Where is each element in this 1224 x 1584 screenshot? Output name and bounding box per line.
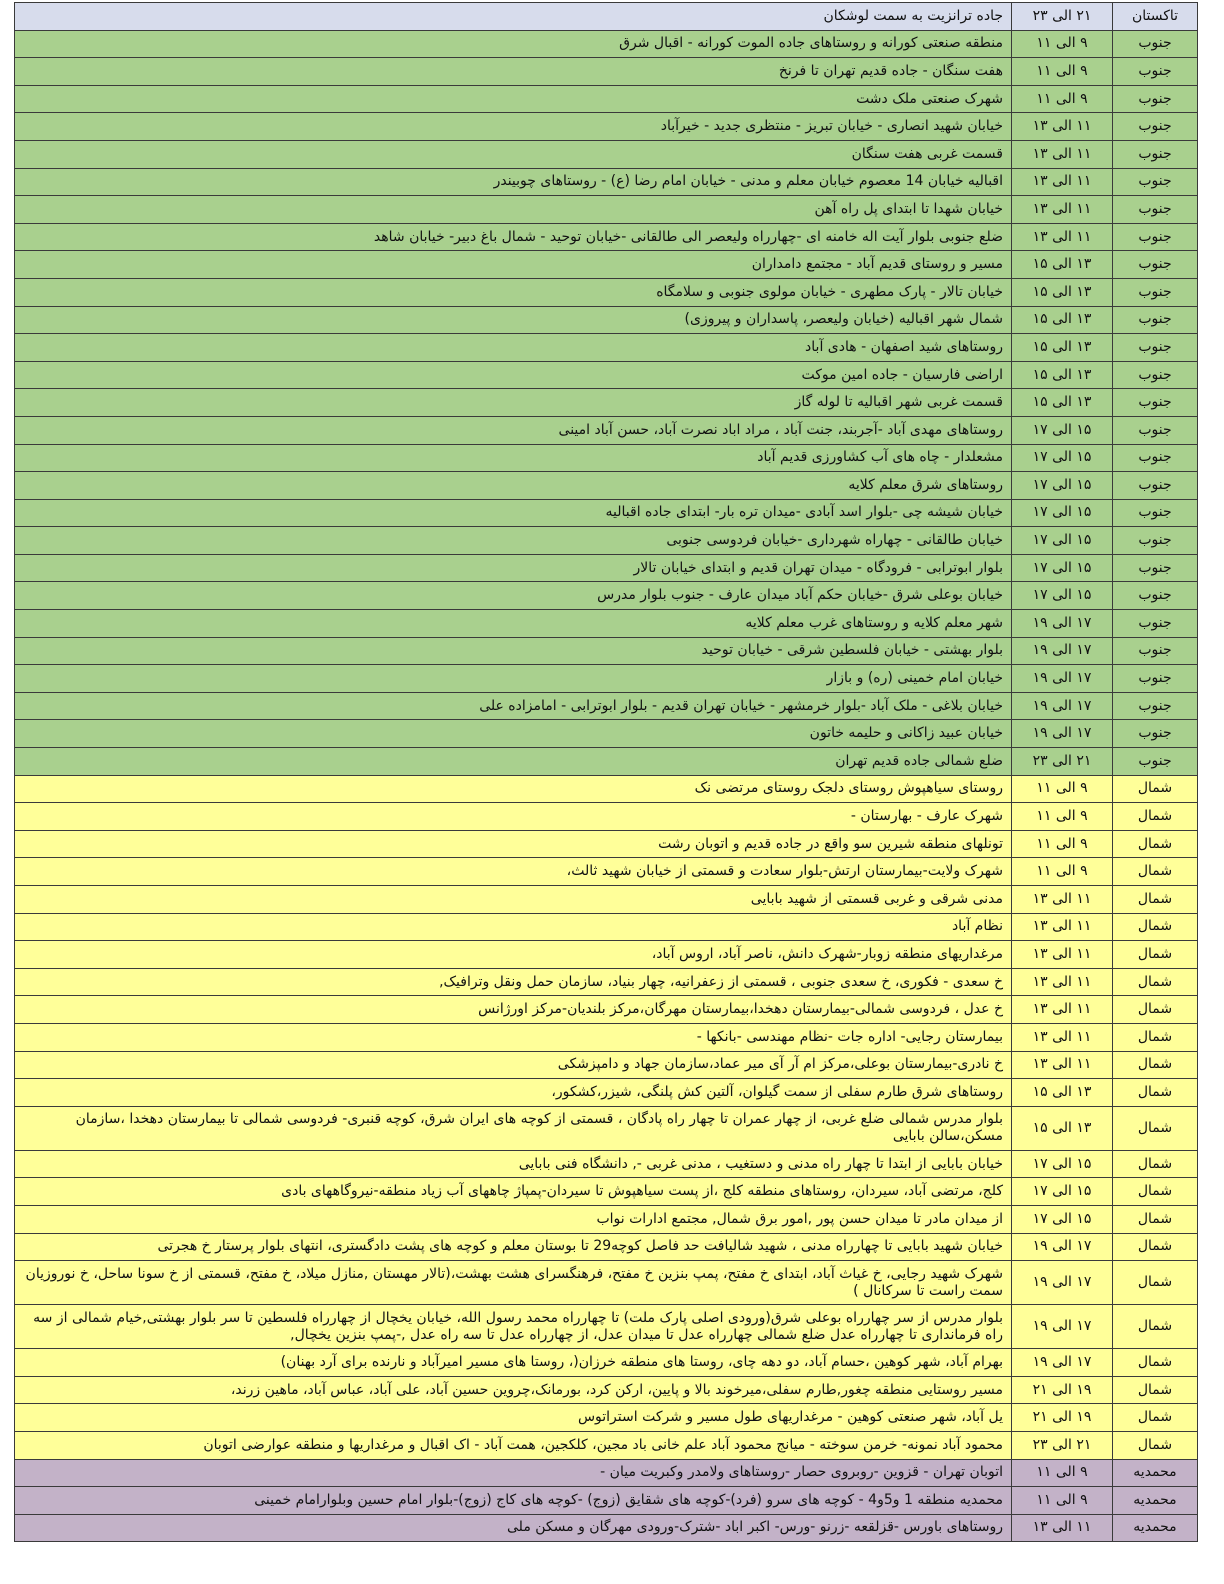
area-cell: مشعلدار - چاه های آب کشاورزی قدیم آباد [15,444,1012,472]
table-row [15,637,1198,665]
table-row [15,444,1198,472]
table-row [15,692,1198,720]
table-body [15,3,1198,1542]
table-row [15,1487,1198,1515]
table-row [15,665,1198,693]
hours-cell: ۱۷ الی ۱۹ [1012,1349,1113,1377]
area-cell: ضلع شمالی جاده قدیم تهران [15,748,1012,776]
region-cell: شمال [1113,1261,1198,1305]
table-row [15,223,1198,251]
hours-cell: ۱۵ الی ۱۷ [1012,1205,1113,1233]
hours-cell: ۱۵ الی ۱۷ [1012,582,1113,610]
hours-cell: ۱۷ الی ۱۹ [1012,1305,1113,1349]
hours-cell: ۹ الی ۱۱ [1012,803,1113,831]
area-cell: قسمت غربی هفت سنگان [15,140,1012,168]
table-row [15,1261,1198,1305]
hours-cell: ۱۱ الی ۱۳ [1012,886,1113,914]
table-row [15,913,1198,941]
table-row [15,1150,1198,1178]
region-cell: شمال [1113,1349,1198,1377]
region-cell: شمال [1113,775,1198,803]
hours-cell: ۱۱ الی ۱۳ [1012,941,1113,969]
region-cell: جنوب [1113,85,1198,113]
area-cell: جاده ترانزیت به سمت لوشکان [15,3,1012,31]
region-cell: محمدیه [1113,1459,1198,1487]
area-cell: مسیر و روستای قدیم آباد - مجتمع دامداران [15,251,1012,279]
area-cell: شهرک عارف - بهارستان - [15,803,1012,831]
area-cell: بهرام آباد، شهر کوهین ،حسام آباد، دو دهه چای، روستا های منطقه خرزان(، روستا های مسیر امیرآباد و نارنده برای آرد بهنان) [15,1349,1012,1377]
region-cell: شمال [1113,1150,1198,1178]
area-cell: بلوار بهشتی - خیابان فلسطین شرقی - خیابان توحید [15,637,1012,665]
table-row [15,941,1198,969]
region-cell: شمال [1113,1431,1198,1459]
area-cell: بلوار مدرس شمالی ضلع غربی، از چهار عمران تا چهار راه پادگان ، قسمتی از کوچه های ایران شرق، کوچه قنبری- فردوسی شمالی تا بیمارستان دهخدا ،سازمان مسکن،سالن بابایی [15,1106,1012,1150]
area-cell: خیابان بوعلی شرق -خیابان حکم آباد میدان عارف - جنوب بلوار مدرس [15,582,1012,610]
hours-cell: ۹ الی ۱۱ [1012,58,1113,86]
area-cell: محمدیه منطقه 1 و5و4 - کوچه های سرو (فرد)-کوچه های شقایق (زوج) -کوچه های کاج (زوج)-بلوار امام حسین وبلوارامام خمینی [15,1487,1012,1515]
outage-schedule-table [14,2,1198,1542]
region-cell: جنوب [1113,748,1198,776]
area-cell: از میدان مادر تا میدان حسن پور ,امور برق شمال, مجتمع ادارات نواب [15,1205,1012,1233]
table-row [15,554,1198,582]
area-cell: روستاهای شرق طارم سفلی از سمت گیلوان، آلتین کش پلنگی، شیزر،کشکور، [15,1079,1012,1107]
table-row [15,1051,1198,1079]
hours-cell: ۱۵ الی ۱۷ [1012,527,1113,555]
table-row [15,1205,1198,1233]
hours-cell: ۱۷ الی ۱۹ [1012,1261,1113,1305]
area-cell: مسیر روستایی منطقه چغور,طارم سفلی،میرخوند بالا و پایین، ارکن کرد، بورمانک،چروین حسین آباد، علی آباد، عباس آباد، ماهین زرند، [15,1376,1012,1404]
region-cell: شمال [1113,1079,1198,1107]
region-cell: شمال [1113,913,1198,941]
table-row [15,168,1198,196]
area-cell: شهرک شهید رجایی، خ غیاث آباد، ابتدای خ مفتح، پمپ بنزین خ مفتح، فرهنگسرای هشت بهشت،(تالار مهستان ,منازل میلاد، خ مفتح، قسمتی از خ سونا ساحل، خ نوروزیان سمت راست تا سرکانال ) [15,1261,1012,1305]
region-cell: محمدیه [1113,1514,1198,1542]
table-row [15,196,1198,224]
area-cell: خیابان امام خمینی (ره) و بازار [15,665,1012,693]
table-row [15,1079,1198,1107]
table-row [15,996,1198,1024]
region-cell: شمال [1113,1178,1198,1206]
hours-cell: ۱۱ الی ۱۳ [1012,1023,1113,1051]
area-cell: خیابان شهدا تا ابتدای پل راه آهن [15,196,1012,224]
region-cell: جنوب [1113,306,1198,334]
area-cell: روستاهای باورس -قزلقعه -زرنو -ورس- اکبر اباد -شترک-ورودی مهرگان و مسکن ملی [15,1514,1012,1542]
area-cell: تونلهای منطقه شیرین سو واقع در جاده قدیم و اتوبان رشت [15,830,1012,858]
area-cell: شهرک صنعتی ملک دشت [15,85,1012,113]
region-cell: جنوب [1113,278,1198,306]
hours-cell: ۱۷ الی ۱۹ [1012,610,1113,638]
area-cell: روستاهای شید اصفهان - هادی آباد [15,334,1012,362]
table-row [15,140,1198,168]
region-cell: جنوب [1113,196,1198,224]
region-cell: شمال [1113,886,1198,914]
area-cell: مدنی شرقی و غربی قسمتی از شهید بابایی [15,886,1012,914]
region-cell: شمال [1113,1376,1198,1404]
hours-cell: ۲۱ الی ۲۳ [1012,3,1113,31]
hours-cell: ۱۱ الی ۱۳ [1012,140,1113,168]
region-cell: شمال [1113,803,1198,831]
hours-cell: ۱۱ الی ۱۳ [1012,913,1113,941]
table-row [15,1431,1198,1459]
area-cell: خیابان شهید انصاری - خیابان تبریز - منتظری جدید - خیرآباد [15,113,1012,141]
area-cell: کلج، مرتضی آباد، سیردان، روستاهای منطقه کلج ،از پست سیاهپوش تا سیردان-پمپاژ چاههای آب زیاد منطقه-نیروگاههای بادی [15,1178,1012,1206]
region-cell: جنوب [1113,472,1198,500]
table-row [15,610,1198,638]
hours-cell: ۱۱ الی ۱۳ [1012,223,1113,251]
area-cell: اتوبان تهران - قزوین -روبروی حصار -روستاهای ولامدر وکبریت میان - [15,1459,1012,1487]
table-row [15,85,1198,113]
region-cell: جنوب [1113,416,1198,444]
table-row [15,1514,1198,1542]
hours-cell: ۱۵ الی ۱۷ [1012,554,1113,582]
area-cell: خیابان بابایی از ابتدا تا چهار راه مدنی و دستغیب ، مدنی غربی -, دانشگاه فنی بابایی [15,1150,1012,1178]
table-row [15,306,1198,334]
region-cell: شمال [1113,941,1198,969]
area-cell: خ سعدی - فکوری، خ سعدی جنوبی ، قسمتی از زعفرانیه، چهار بنیاد، سازمان حمل ونقل وترافیک, [15,968,1012,996]
region-cell: جنوب [1113,30,1198,58]
region-cell: جنوب [1113,361,1198,389]
region-cell: شمال [1113,968,1198,996]
hours-cell: ۱۳ الی ۱۵ [1012,334,1113,362]
region-cell: شمال [1113,1051,1198,1079]
hours-cell: ۱۵ الی ۱۷ [1012,416,1113,444]
hours-cell: ۱۷ الی ۱۹ [1012,1233,1113,1261]
table-row [15,472,1198,500]
region-cell: جنوب [1113,554,1198,582]
area-cell: اقبالیه خیابان 14 معصوم خیابان معلم و مدنی - خیابان امام رضا (ع) - روستاهای چوبیندر [15,168,1012,196]
hours-cell: ۱۳ الی ۱۵ [1012,278,1113,306]
table-row [15,1305,1198,1349]
table-row [15,858,1198,886]
table-row [15,886,1198,914]
region-cell: جنوب [1113,113,1198,141]
table-row [15,334,1198,362]
hours-cell: ۱۱ الی ۱۳ [1012,168,1113,196]
table-row [15,803,1198,831]
hours-cell: ۱۳ الی ۱۵ [1012,361,1113,389]
hours-cell: ۹ الی ۱۱ [1012,775,1113,803]
area-cell: بیمارستان رجایی- اداره جات -نظام مهندسی -بانکها - [15,1023,1012,1051]
area-cell: منطقه صنعتی کورانه و روستاهای جاده الموت کورانه - اقبال شرق [15,30,1012,58]
table-row [15,389,1198,417]
region-cell: شمال [1113,858,1198,886]
hours-cell: ۱۷ الی ۱۹ [1012,665,1113,693]
table-row [15,968,1198,996]
hours-cell: ۱۵ الی ۱۷ [1012,444,1113,472]
hours-cell: ۱۱ الی ۱۳ [1012,1051,1113,1079]
region-cell: شمال [1113,1305,1198,1349]
table-row [15,3,1198,31]
area-cell: خیابان عبید زاکانی و حلیمه خاتون [15,720,1012,748]
area-cell: ضلع جنوبی بلوار آیت اله خامنه ای -چهارراه ولیعصر الی طالقانی -خیابان توحید - شمال باغ دبیر- خیابان شاهد [15,223,1012,251]
area-cell: مرغداریهای منطقه زوبار-شهرک دانش، ناصر آباد، اروس آباد، [15,941,1012,969]
table-row [15,1459,1198,1487]
region-cell: جنوب [1113,499,1198,527]
hours-cell: ۱۵ الی ۱۷ [1012,499,1113,527]
region-cell: جنوب [1113,527,1198,555]
table-row [15,775,1198,803]
area-cell: نظام آباد [15,913,1012,941]
region-cell: جنوب [1113,334,1198,362]
region-cell: شمال [1113,1233,1198,1261]
region-cell: شمال [1113,1023,1198,1051]
hours-cell: ۱۹ الی ۲۱ [1012,1404,1113,1432]
area-cell: شمال شهر اقبالیه (خیابان ولیعصر، پاسداران و پیروزی) [15,306,1012,334]
table-row [15,113,1198,141]
hours-cell: ۱۱ الی ۱۳ [1012,196,1113,224]
area-cell: هفت سنگان - جاده قدیم تهران تا فرنخ [15,58,1012,86]
hours-cell: ۹ الی ۱۱ [1012,858,1113,886]
region-cell: محمدیه [1113,1487,1198,1515]
table-row [15,1349,1198,1377]
area-cell: خیابان بلاغی - ملک آباد -بلوار خرمشهر - خیابان تهران قدیم - بلوار ابوترابی - امامزاده علی [15,692,1012,720]
hours-cell: ۱۱ الی ۱۳ [1012,113,1113,141]
area-cell: قسمت غربی شهر اقبالیه تا لوله گاز [15,389,1012,417]
hours-cell: ۱۱ الی ۱۳ [1012,1514,1113,1542]
region-cell: جنوب [1113,168,1198,196]
area-cell: خیابان شیشه چی -بلوار اسد آبادی -میدان تره بار- ابتدای جاده اقبالیه [15,499,1012,527]
table-row [15,30,1198,58]
hours-cell: ۹ الی ۱۱ [1012,1487,1113,1515]
hours-cell: ۹ الی ۱۱ [1012,30,1113,58]
table-row [15,748,1198,776]
table-row [15,527,1198,555]
region-cell: جنوب [1113,58,1198,86]
area-cell: شهرک ولایت-بیمارستان ارتش-بلوار سعادت و قسمتی از خیابان شهید ثالث، [15,858,1012,886]
table-row [15,58,1198,86]
table-row [15,582,1198,610]
region-cell: جنوب [1113,610,1198,638]
hours-cell: ۲۱ الی ۲۳ [1012,748,1113,776]
table-row [15,1404,1198,1432]
area-cell: خیابان شهید بابایی تا چهارراه مدنی ، شهید شالیافت حد فاصل کوچه29 تا بوستان معلم و کوچه های پشت دادگستری، انتهای بلوار پرستار خ هجرتی [15,1233,1012,1261]
area-cell: محمود آباد نمونه- خرمن سوخته - میانج محمود آباد علم خانی باد مجین، کلکجین، همت آباد - اک اقبال و مرغداریها و منطقه عوارضی اتوبان [15,1431,1012,1459]
region-cell: جنوب [1113,692,1198,720]
hours-cell: ۱۳ الی ۱۵ [1012,251,1113,279]
area-cell: خ عدل ، فردوسی شمالی-بیمارستان دهخدا،بیمارستان مهرگان،مرکز بلندیان-مرکز اورژانس [15,996,1012,1024]
hours-cell: ۹ الی ۱۱ [1012,85,1113,113]
area-cell: خ نادری-بیمارستان بوعلی،مرکز ام آر آی میر عماد،سازمان جهاد و دامپزشکی [15,1051,1012,1079]
table-row [15,1178,1198,1206]
region-cell: جنوب [1113,637,1198,665]
region-cell: شمال [1113,1205,1198,1233]
area-cell: روستاهای شرق معلم کلایه [15,472,1012,500]
hours-cell: ۱۳ الی ۱۵ [1012,389,1113,417]
region-cell: شمال [1113,1106,1198,1150]
region-cell: جنوب [1113,389,1198,417]
table-row [15,416,1198,444]
region-cell: جنوب [1113,582,1198,610]
region-cell: تاکستان [1113,3,1198,31]
table-row [15,1106,1198,1150]
area-cell: خیابان طالقانی - چهاراه شهرداری -خیابان فردوسی جنوبی [15,527,1012,555]
area-cell: روستاهای مهدی آباد -آجربند، جنت آباد ، مراد اباد نصرت آباد، حسن آباد امینی [15,416,1012,444]
hours-cell: ۱۷ الی ۱۹ [1012,692,1113,720]
hours-cell: ۱۵ الی ۱۷ [1012,472,1113,500]
table-row [15,278,1198,306]
table-row [15,251,1198,279]
area-cell: شهر معلم کلایه و روستاهای غرب معلم کلایه [15,610,1012,638]
hours-cell: ۱۳ الی ۱۵ [1012,306,1113,334]
region-cell: جنوب [1113,720,1198,748]
hours-cell: ۱۳ الی ۱۵ [1012,1079,1113,1107]
table-row [15,499,1198,527]
region-cell: جنوب [1113,140,1198,168]
table-row [15,1233,1198,1261]
region-cell: شمال [1113,1404,1198,1432]
area-cell: یل آباد، شهر صنعتی کوهین - مرغداریهای طول مسیر و شرکت استراتوس [15,1404,1012,1432]
hours-cell: ۹ الی ۱۱ [1012,1459,1113,1487]
hours-cell: ۱۱ الی ۱۳ [1012,968,1113,996]
region-cell: جنوب [1113,251,1198,279]
hours-cell: ۱۷ الی ۱۹ [1012,720,1113,748]
region-cell: شمال [1113,996,1198,1024]
hours-cell: ۲۱ الی ۲۳ [1012,1431,1113,1459]
area-cell: خیابان تالار - پارک مطهری - خیابان مولوی جنوبی و سلامگاه [15,278,1012,306]
hours-cell: ۱۵ الی ۱۷ [1012,1178,1113,1206]
region-cell: جنوب [1113,444,1198,472]
hours-cell: ۱۳ الی ۱۵ [1012,1106,1113,1150]
area-cell: اراضی فارسیان - جاده امین موکت [15,361,1012,389]
hours-cell: ۱۵ الی ۱۷ [1012,1150,1113,1178]
table-row [15,361,1198,389]
hours-cell: ۹ الی ۱۱ [1012,830,1113,858]
region-cell: جنوب [1113,223,1198,251]
table-row [15,1376,1198,1404]
hours-cell: ۱۹ الی ۲۱ [1012,1376,1113,1404]
table-row [15,1023,1198,1051]
area-cell: بلوار مدرس از سر چهارراه بوعلی شرق(ورودی اصلی پارک ملت) تا چهارراه محمد رسول الله، خیابان یخچال از چهارراه فلسطین تا سر بلوار بهشتی,خیام شمالی از سه راه فرمانداری تا چهارراه عدل ضلع شمالی چهارراه عدل تا میدان عدل، از چهارراه عدل تا سه راه عدل ,-پمپ بنزین یخچال, [15,1305,1012,1349]
region-cell: جنوب [1113,665,1198,693]
outage-schedule-sheet [14,2,1198,1542]
table-row [15,830,1198,858]
hours-cell: ۱۱ الی ۱۳ [1012,996,1113,1024]
region-cell: شمال [1113,830,1198,858]
table-row [15,720,1198,748]
hours-cell: ۱۷ الی ۱۹ [1012,637,1113,665]
area-cell: روستای سیاهپوش روستای دلجک روستای مرتضی نک [15,775,1012,803]
area-cell: بلوار ابوترابی - فرودگاه - میدان تهران قدیم و ابتدای خیابان تالار [15,554,1012,582]
